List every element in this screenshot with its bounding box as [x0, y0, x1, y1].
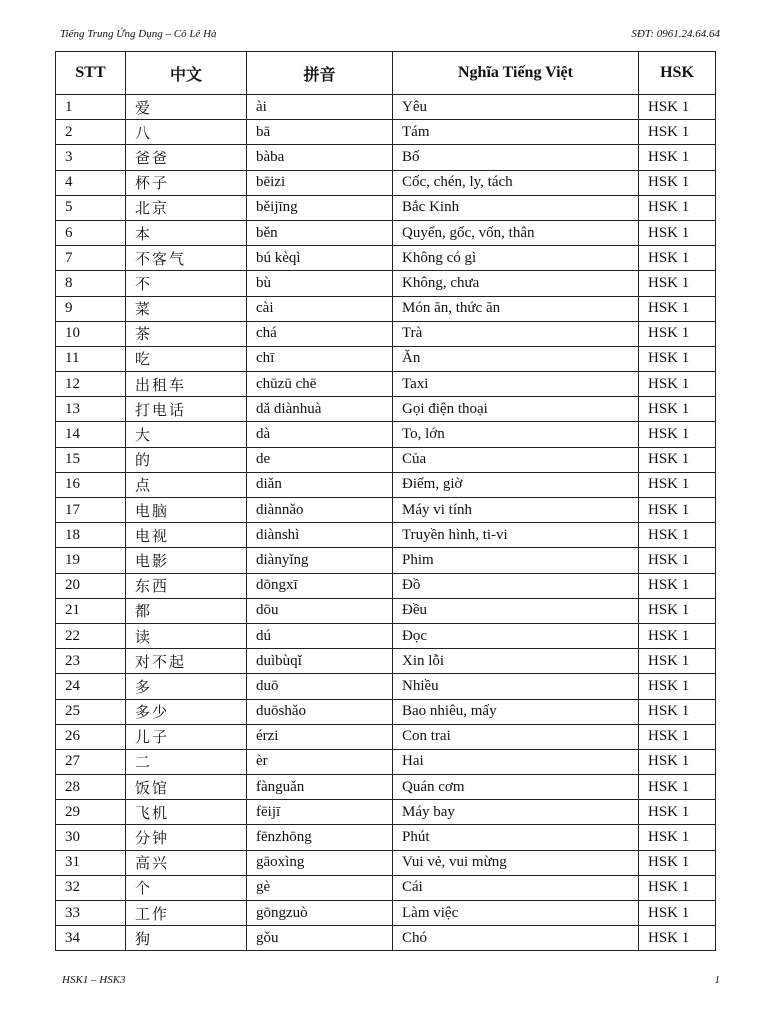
cell-meaning: Phim — [393, 548, 639, 573]
cell-chinese: 本 — [126, 220, 247, 245]
cell-meaning: Gọi điện thoại — [393, 397, 639, 422]
cell-stt: 9 — [56, 296, 126, 321]
cell-pinyin: ài — [247, 95, 393, 120]
page-number: 1 — [714, 974, 720, 986]
cell-hsk: HSK 1 — [639, 498, 716, 523]
header-title: Tiếng Trung Ứng Dụng – Cô Lê Hà — [60, 28, 217, 40]
cell-meaning: Vui vẻ, vui mừng — [393, 850, 639, 875]
table-row — [56, 825, 716, 850]
cell-stt: 19 — [56, 548, 126, 573]
cell-stt: 21 — [56, 598, 126, 623]
cell-chinese: 飞机 — [126, 800, 247, 825]
cell-chinese: 爸爸 — [126, 145, 247, 170]
table-row — [56, 321, 716, 346]
cell-stt: 26 — [56, 724, 126, 749]
cell-hsk: HSK 1 — [639, 170, 716, 195]
cell-hsk: HSK 1 — [639, 724, 716, 749]
table-row — [56, 749, 716, 774]
cell-pinyin: běn — [247, 220, 393, 245]
cell-pinyin: duō — [247, 674, 393, 699]
cell-meaning: Máy vi tính — [393, 498, 639, 523]
cell-meaning: Chó — [393, 926, 639, 951]
cell-chinese: 高兴 — [126, 850, 247, 875]
cell-meaning: Bắc Kinh — [393, 195, 639, 220]
cell-chinese: 个 — [126, 875, 247, 900]
cell-hsk: HSK 1 — [639, 422, 716, 447]
cell-hsk: HSK 1 — [639, 573, 716, 598]
cell-meaning: Trà — [393, 321, 639, 346]
cell-chinese: 多 — [126, 674, 247, 699]
cell-hsk: HSK 1 — [639, 397, 716, 422]
table-row — [56, 195, 716, 220]
cell-chinese: 菜 — [126, 296, 247, 321]
cell-hsk: HSK 1 — [639, 372, 716, 397]
cell-pinyin: érzi — [247, 724, 393, 749]
cell-stt: 14 — [56, 422, 126, 447]
cell-meaning: Cốc, chén, ly, tách — [393, 170, 639, 195]
cell-stt: 5 — [56, 195, 126, 220]
cell-stt: 7 — [56, 246, 126, 271]
cell-chinese: 不客气 — [126, 246, 247, 271]
table-row — [56, 598, 716, 623]
cell-hsk: HSK 1 — [639, 246, 716, 271]
cell-pinyin: chūzū chē — [247, 372, 393, 397]
table-row — [56, 548, 716, 573]
cell-pinyin: bù — [247, 271, 393, 296]
cell-pinyin: cài — [247, 296, 393, 321]
cell-pinyin: gè — [247, 875, 393, 900]
cell-hsk: HSK 1 — [639, 850, 716, 875]
cell-hsk: HSK 1 — [639, 523, 716, 548]
cell-chinese: 对不起 — [126, 649, 247, 674]
cell-chinese: 分钟 — [126, 825, 247, 850]
table-row — [56, 372, 716, 397]
cell-pinyin: bēizi — [247, 170, 393, 195]
table-header-row — [56, 52, 716, 95]
header-phone: SĐT: 0961.24.64.64 — [631, 28, 720, 40]
cell-hsk: HSK 1 — [639, 447, 716, 472]
cell-meaning: Phút — [393, 825, 639, 850]
cell-hsk: HSK 1 — [639, 623, 716, 648]
footer-level: HSK1 – HSK3 — [62, 974, 126, 986]
cell-hsk: HSK 1 — [639, 598, 716, 623]
cell-chinese: 打电话 — [126, 397, 247, 422]
table-row — [56, 498, 716, 523]
header-pinyin: 拼音 — [247, 52, 393, 95]
table-row — [56, 800, 716, 825]
cell-meaning: To, lớn — [393, 422, 639, 447]
cell-meaning: Không, chưa — [393, 271, 639, 296]
cell-chinese: 吃 — [126, 346, 247, 371]
cell-hsk: HSK 1 — [639, 749, 716, 774]
cell-meaning: Bố — [393, 145, 639, 170]
cell-pinyin: diànnǎo — [247, 498, 393, 523]
cell-pinyin: dōu — [247, 598, 393, 623]
table-row — [56, 850, 716, 875]
cell-hsk: HSK 1 — [639, 195, 716, 220]
cell-chinese: 的 — [126, 447, 247, 472]
table-row — [56, 447, 716, 472]
cell-chinese: 北京 — [126, 195, 247, 220]
cell-pinyin: diànyǐng — [247, 548, 393, 573]
cell-pinyin: bú kèqì — [247, 246, 393, 271]
cell-hsk: HSK 1 — [639, 775, 716, 800]
cell-pinyin: gǒu — [247, 926, 393, 951]
cell-hsk: HSK 1 — [639, 95, 716, 120]
header-meaning: Nghĩa Tiếng Việt — [393, 52, 639, 95]
cell-pinyin: dú — [247, 623, 393, 648]
table-row — [56, 724, 716, 749]
cell-chinese: 杯子 — [126, 170, 247, 195]
cell-hsk: HSK 1 — [639, 875, 716, 900]
cell-stt: 8 — [56, 271, 126, 296]
table-row — [56, 397, 716, 422]
cell-hsk: HSK 1 — [639, 145, 716, 170]
table-row — [56, 145, 716, 170]
cell-meaning: Của — [393, 447, 639, 472]
cell-meaning: Cái — [393, 875, 639, 900]
table-row — [56, 271, 716, 296]
cell-stt: 3 — [56, 145, 126, 170]
cell-meaning: Món ăn, thức ăn — [393, 296, 639, 321]
cell-meaning: Đọc — [393, 623, 639, 648]
cell-pinyin: diànshì — [247, 523, 393, 548]
table-row — [56, 674, 716, 699]
cell-pinyin: fēnzhōng — [247, 825, 393, 850]
cell-meaning: Không có gì — [393, 246, 639, 271]
cell-pinyin: fànguǎn — [247, 775, 393, 800]
cell-chinese: 不 — [126, 271, 247, 296]
cell-chinese: 爱 — [126, 95, 247, 120]
cell-chinese: 读 — [126, 623, 247, 648]
cell-hsk: HSK 1 — [639, 901, 716, 926]
table-row — [56, 120, 716, 145]
cell-pinyin: èr — [247, 749, 393, 774]
cell-hsk: HSK 1 — [639, 321, 716, 346]
table-row — [56, 775, 716, 800]
cell-meaning: Điểm, giờ — [393, 472, 639, 497]
cell-hsk: HSK 1 — [639, 271, 716, 296]
cell-stt: 23 — [56, 649, 126, 674]
cell-chinese: 都 — [126, 598, 247, 623]
cell-stt: 11 — [56, 346, 126, 371]
cell-meaning: Quán cơm — [393, 775, 639, 800]
cell-stt: 22 — [56, 623, 126, 648]
table-body — [56, 95, 716, 951]
cell-hsk: HSK 1 — [639, 674, 716, 699]
cell-chinese: 工作 — [126, 901, 247, 926]
cell-pinyin: chá — [247, 321, 393, 346]
cell-hsk: HSK 1 — [639, 649, 716, 674]
table-row — [56, 95, 716, 120]
cell-chinese: 点 — [126, 472, 247, 497]
table-row — [56, 523, 716, 548]
cell-chinese: 电影 — [126, 548, 247, 573]
cell-hsk: HSK 1 — [639, 472, 716, 497]
cell-pinyin: dà — [247, 422, 393, 447]
cell-chinese: 儿子 — [126, 724, 247, 749]
cell-stt: 17 — [56, 498, 126, 523]
cell-hsk: HSK 1 — [639, 699, 716, 724]
cell-pinyin: gōngzuò — [247, 901, 393, 926]
cell-pinyin: fēijī — [247, 800, 393, 825]
vocabulary-table — [55, 51, 716, 951]
cell-stt: 28 — [56, 775, 126, 800]
cell-chinese: 电脑 — [126, 498, 247, 523]
table-row — [56, 699, 716, 724]
cell-meaning: Yêu — [393, 95, 639, 120]
cell-chinese: 二 — [126, 749, 247, 774]
cell-chinese: 电视 — [126, 523, 247, 548]
table-row — [56, 422, 716, 447]
table-row — [56, 875, 716, 900]
cell-chinese: 东西 — [126, 573, 247, 598]
cell-meaning: Đồ — [393, 573, 639, 598]
cell-chinese: 八 — [126, 120, 247, 145]
cell-stt: 13 — [56, 397, 126, 422]
cell-pinyin: dǎ diànhuà — [247, 397, 393, 422]
cell-stt: 4 — [56, 170, 126, 195]
cell-meaning: Hai — [393, 749, 639, 774]
cell-pinyin: diǎn — [247, 472, 393, 497]
cell-stt: 20 — [56, 573, 126, 598]
cell-stt: 25 — [56, 699, 126, 724]
cell-stt: 12 — [56, 372, 126, 397]
cell-stt: 15 — [56, 447, 126, 472]
table-row — [56, 296, 716, 321]
cell-pinyin: bā — [247, 120, 393, 145]
table-row — [56, 170, 716, 195]
cell-stt: 33 — [56, 901, 126, 926]
cell-pinyin: de — [247, 447, 393, 472]
cell-hsk: HSK 1 — [639, 120, 716, 145]
cell-stt: 1 — [56, 95, 126, 120]
header-chinese: 中文 — [126, 52, 247, 95]
cell-chinese: 出租车 — [126, 372, 247, 397]
table-row — [56, 220, 716, 245]
cell-stt: 6 — [56, 220, 126, 245]
cell-stt: 30 — [56, 825, 126, 850]
cell-hsk: HSK 1 — [639, 220, 716, 245]
cell-pinyin: běijīng — [247, 195, 393, 220]
cell-pinyin: gāoxìng — [247, 850, 393, 875]
cell-pinyin: bàba — [247, 145, 393, 170]
cell-stt: 24 — [56, 674, 126, 699]
cell-chinese: 茶 — [126, 321, 247, 346]
cell-pinyin: duōshǎo — [247, 699, 393, 724]
cell-stt: 31 — [56, 850, 126, 875]
cell-meaning: Làm việc — [393, 901, 639, 926]
cell-chinese: 多少 — [126, 699, 247, 724]
cell-hsk: HSK 1 — [639, 296, 716, 321]
cell-hsk: HSK 1 — [639, 825, 716, 850]
table-row — [56, 926, 716, 951]
cell-stt: 16 — [56, 472, 126, 497]
table-row — [56, 472, 716, 497]
cell-hsk: HSK 1 — [639, 548, 716, 573]
cell-stt: 10 — [56, 321, 126, 346]
cell-chinese: 狗 — [126, 926, 247, 951]
cell-meaning: Xin lỗi — [393, 649, 639, 674]
cell-stt: 32 — [56, 875, 126, 900]
cell-meaning: Taxi — [393, 372, 639, 397]
cell-stt: 34 — [56, 926, 126, 951]
cell-meaning: Tám — [393, 120, 639, 145]
cell-stt: 27 — [56, 749, 126, 774]
table-row — [56, 623, 716, 648]
cell-hsk: HSK 1 — [639, 926, 716, 951]
table-row — [56, 573, 716, 598]
cell-stt: 29 — [56, 800, 126, 825]
cell-pinyin: chī — [247, 346, 393, 371]
cell-meaning: Quyển, gốc, vốn, thân — [393, 220, 639, 245]
cell-hsk: HSK 1 — [639, 800, 716, 825]
cell-meaning: Máy bay — [393, 800, 639, 825]
cell-chinese: 饭馆 — [126, 775, 247, 800]
table-row — [56, 346, 716, 371]
cell-meaning: Ăn — [393, 346, 639, 371]
table-row — [56, 246, 716, 271]
cell-meaning: Truyền hình, ti-vi — [393, 523, 639, 548]
cell-chinese: 大 — [126, 422, 247, 447]
table-row — [56, 649, 716, 674]
cell-pinyin: duìbùqǐ — [247, 649, 393, 674]
cell-pinyin: dōngxī — [247, 573, 393, 598]
cell-meaning: Con trai — [393, 724, 639, 749]
header-hsk: HSK — [639, 52, 716, 95]
header-stt: STT — [56, 52, 126, 95]
cell-stt: 2 — [56, 120, 126, 145]
table-row — [56, 901, 716, 926]
cell-meaning: Đều — [393, 598, 639, 623]
cell-meaning: Nhiều — [393, 674, 639, 699]
cell-meaning: Bao nhiêu, mấy — [393, 699, 639, 724]
cell-hsk: HSK 1 — [639, 346, 716, 371]
cell-stt: 18 — [56, 523, 126, 548]
